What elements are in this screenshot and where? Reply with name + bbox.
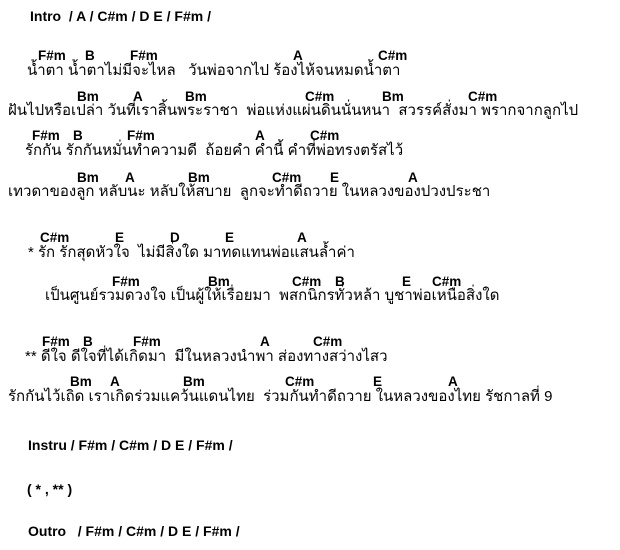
chord-symbol: C#m [310, 128, 340, 143]
chord-symbol: A [260, 334, 270, 349]
chord-symbol: B [83, 334, 93, 349]
chord-symbol: A [255, 128, 265, 143]
chord-symbol: C#m [40, 230, 70, 245]
chord-symbol: C#m [313, 334, 343, 349]
chord-symbol: A [110, 374, 120, 389]
chord-symbol: F#m [130, 48, 158, 63]
chord-symbol: C#m [272, 170, 302, 185]
chord-symbol: B [73, 128, 83, 143]
chord-symbol: B [85, 48, 95, 63]
chord-symbol: E [225, 230, 235, 245]
chord-symbol: C#m [305, 89, 335, 104]
verse1-line1-lyric: น้ำตา น้ำตาไม่มีจะไหล วันพ่อจากไป ร้องไห้จนหมดน้ำตา [27, 62, 401, 79]
chord-symbol: E [115, 230, 125, 245]
chord-symbol: E [330, 170, 340, 185]
chord-symbol: C#m [432, 274, 462, 289]
chorus1-line2-lyric: เป็นศูนย์รวมดวงใจ เป็นผู้ให้เรื่อยมา พสกนิกรทั่วหล้า บูชาพ่อเหนือสิ่งใด [45, 287, 500, 304]
chord-symbol: F#m [32, 128, 60, 143]
chord-symbol: A [297, 230, 307, 245]
chord-symbol: C#m [292, 274, 322, 289]
chord-symbol: Bm [70, 374, 92, 389]
chord-symbol: C#m [378, 48, 408, 63]
chord-symbol: F#m [42, 334, 70, 349]
chord-symbol: B [335, 274, 345, 289]
chord-symbol: F#m [127, 128, 155, 143]
chord-symbol: Bm [382, 89, 404, 104]
chord-symbol: F#m [38, 48, 66, 63]
instru-line: Instru / F#m / C#m / D E / F#m / [28, 437, 233, 453]
chord-symbol: F#m [112, 274, 140, 289]
repeat-line: ( * , ** ) [27, 481, 73, 497]
verse2-line2-lyric: เทวดาของลูก หลับนะ หลับให้สบาย ลูกจะทำดีถวาย ในหลวงของปวงประชา [8, 183, 491, 200]
chord-symbol: Bm [188, 170, 210, 185]
chord-symbol: A [293, 48, 303, 63]
chord-symbol: A [125, 170, 135, 185]
chord-symbol: A [448, 374, 458, 389]
chord-symbol: E [373, 374, 383, 389]
verse2-line1-lyric: รักกัน รักกันหมั่นทำความดี ถ้อยคำ คำนี้ คำที่พ่อทรงตรัสไว้ [25, 142, 404, 159]
chorus1-line1-lyric: * รัก รักสุดหัวใจ ไม่มีสิ่งใด มาทดแทนพ่อแสนล้ำค่า [28, 244, 355, 261]
chord-symbol: A [133, 89, 143, 104]
chorus2-line1-lyric: ** ดีใจ ดีใจที่ได้เกิดมา มีในหลวงนำพา ส่องทางสว่างไสว [25, 348, 388, 365]
chord-symbol: Bm [77, 170, 99, 185]
outro-line: Outro / F#m / C#m / D E / F#m / [28, 523, 240, 539]
chord-symbol: Bm [208, 274, 230, 289]
chord-symbol: F#m [133, 334, 161, 349]
verse1-line2-lyric: ฝันไปหรือเปล่า วันที่เราสิ้นพระราชา พ่อแห่งแผ่นดินนั่นหนา สวรรค์สั่งมา พรากจากลูกไป [8, 102, 579, 119]
chorus2-line2-lyric: รักกันไว้เถิด เราเกิดร่วมแคว้นแดนไทย ร่วมกันทำดีถวาย ในหลวงของไทย รัชกาลที่ 9 [8, 388, 553, 405]
chord-symbol: E [402, 274, 412, 289]
chord-symbol: C#m [468, 89, 498, 104]
chord-symbol: C#m [285, 374, 315, 389]
chord-symbol: Bm [185, 89, 207, 104]
chord-symbol: A [408, 170, 418, 185]
chord-symbol: Bm [77, 89, 99, 104]
chord-symbol: D [170, 230, 180, 245]
chord-symbol: Bm [183, 374, 205, 389]
intro-line: Intro / A / C#m / D E / F#m / [30, 8, 211, 24]
